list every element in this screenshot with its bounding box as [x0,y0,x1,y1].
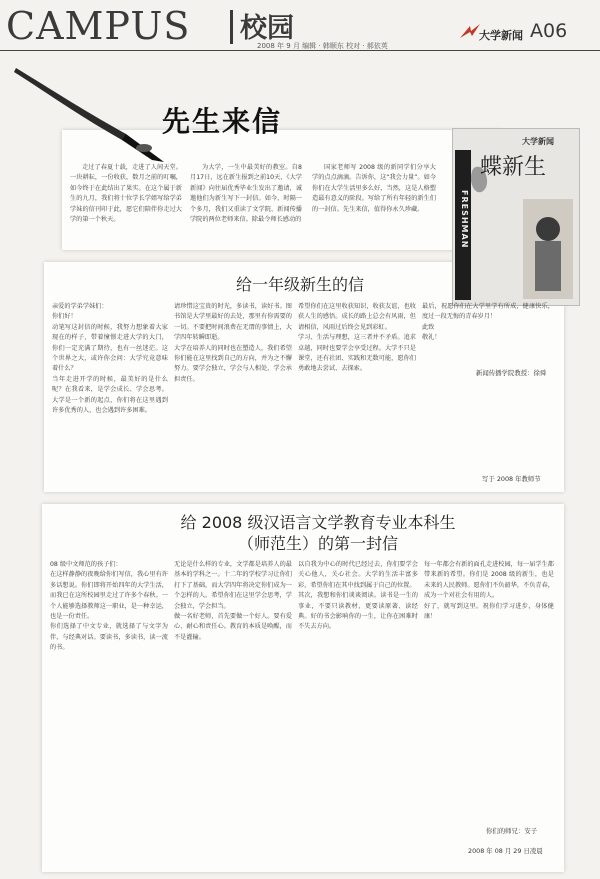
photo-title: 蝶新生 [480,155,547,180]
photo-vertical-label: FRESHMAN [460,190,469,249]
letter2-col3: 以自我为中心的时代已经过去，你们要学会关心他人，关心社会。大学的生活丰富多彩，希望你们在其中找到属于自己的位置。 其次，我想和你们谈谈阅读。读书是一生的事业，不要只读教材，更要读原著、读经典。好的书会影响你的一生，让你在困难时不失去方向。 [298,561,418,631]
letter2-col4: 每一年都会有新的面孔走进校园，每一届学生都带来新的希望。你们是 2008 级的新生，也是未来的人民教师。愿你们不负韶华，不负青春，成为一个对社会有用的人。 好了，就写到这里。祝你们学习进步，身体健康！ [424,561,554,621]
photo-publication: 大学新闻 [522,137,554,146]
letter1-col3: 希望你们在这里收获知识，收获友谊，也收获人生的感悟。成长的路上总会有风雨，但请相信，风雨过后终会见到彩虹。 学习、生活与理想，这三者并不矛盾。追求卓越，同时也要学会享受过程。大学不只是课堂，还有社团、实践和无数可能，愿你们勇敢地去尝试、去探索。 [298,303,416,373]
headline: 先生来信 [162,105,283,138]
masthead-rule [0,50,600,51]
letter2-col1: 08 级中文师范的孩子们： 在这样静静的夜晚给你们写信，我心里有许多话想说。你们即将开始四年的大学生活，而我已在这所校园里走过了许多个春秋。一个人能够选择教师这一职业，是一种幸运，也是一份责任。 你们选择了中文专业，就选择了与文字为伴，与经典对话。要读书，多读书，读一流的书。 [50,561,168,652]
intro-text-2: 为大学，一生中最美好的教室。自8月17日，远在新生报到之前10天，《大学新闻》向往届优秀毕业生发出了邀请，诚邀他们为新生写下一封信。如今，时隔一个多月，我们又重读了文学院、新闻传播学院的两位老师来信。除最令师长感动的 [190,164,302,224]
letter2-date: 2008 年 08 月 29 日凌晨 [468,847,543,855]
letter2-title: 给 2008 级汉语言文学教育专业本科生（师范生）的第一封信 [180,513,456,553]
newspaper-logo-name: 大学新闻 [479,29,523,42]
letter1-col2: 请珍惜这宝贵的时光，多读书，读好书。图书馆是大学里最好的去处，那里有你需要的一切。不要把时间浪费在无谓的事情上，大学四年转瞬即逝。 大学在培养人的同时也在塑造人，我们希望你们能在这里找到自己的方向，并为之不懈努力。要学会独立，学会与人相处，学会承担责任。 [174,303,292,383]
masthead-divider [230,10,233,44]
page-number: A06 [530,20,568,42]
intro-text-3: 国家老师写 2008 级的新同学们分享大学的点点滴滴。告诉你，这“我会力量”。如今你们在大学生活里多么好，当然，这是人格塑造最有意义的阶段。写给了所有年轻的新生们的一封信。先生来信，值得你永久珍藏。 [312,164,436,213]
intro-col3 [312,163,436,245]
intro-col1 [70,163,182,245]
letter2-col2: 无论是什么样的专业，文学都是培养人的最基本的学科之一。十二年的学校学习让你们打下了基础，而大学四年将决定你们成为一个怎样的人。希望你们在这里学会思考，学会独立，学会担当。 做一名好老师，首先要做一个好人。要有爱心、耐心和责任心。教育的本质是唤醒，而不是灌输。 [174,561,292,641]
letter1-signature: 写于 2008 年教师节 [482,475,541,483]
letter1-title: 给一年级新生的信 [236,275,365,294]
intro-text-1: 走过了春夏十载，走进了人间天堂。一块耕耘，一份收获，数月之前的叮嘱，如今终于在此结出了果实。在这个属于新生的九月，我们将十位学长学姐写给学弟学妹的信刊印于此，愿它们陪伴你走过大学的第一个秋天。 [70,164,182,224]
photo-caption: 新闻传播学院教授：徐舜 [476,369,547,377]
section-title: 校园 [240,13,294,44]
brand-title: CAMPUS [6,4,191,48]
intro-col2 [190,163,302,245]
issue-info: 2008 年 9 月 编辑 · 韩顺东 校对 · 郝依英 [257,42,388,50]
masthead [0,0,600,52]
letter1-col1: 亲爱的学弟学妹们： 你们好！ 动笔写这封信的时候，我努力想象着大家现在的样子，带着憧憬走进大学的大门，你们一定充满了期待，也有一丝迷茫。这个世界之大，或许你会问：大学究竟意味着什么？ 当年走进开学的时候，最美好的是什么呢？在我看来，是学会成长、学会思考。大学是一个新的起点，你们将在这里遇到许多优秀的人，也会遇到许多困难。 [52,303,168,415]
brush-icon [6,56,176,166]
letter2-signer: 你们的师兄：安子 [486,827,538,835]
letter1-col4: 最后，祝愿你们在大学里学有所成，健康快乐，度过一段无悔的青春岁月！ 此致 敬礼！ [422,303,554,342]
